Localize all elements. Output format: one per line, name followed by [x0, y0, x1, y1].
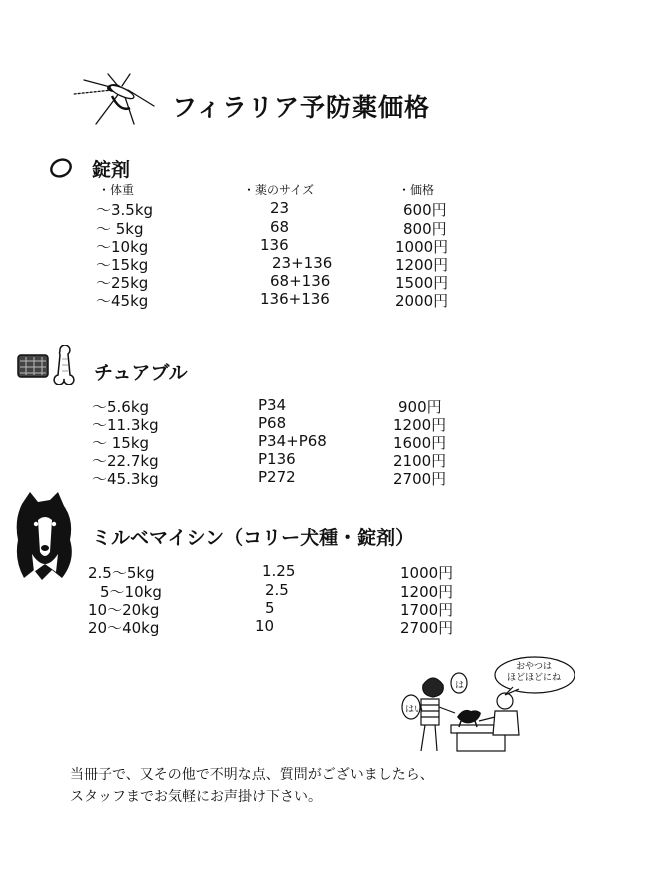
footer-note: [70, 764, 434, 808]
chewable-treat-icon: [16, 345, 88, 385]
tablet-section-title: 錠剤: [92, 159, 131, 181]
table-row: [0, 290, 650, 308]
weight-cell: 〜 15kg: [92, 434, 150, 452]
tablet-pill-icon: [48, 157, 74, 179]
weight-cell: 〜10kg: [96, 238, 149, 256]
table-row: [0, 218, 650, 236]
page-title: [172, 88, 430, 124]
size-cell: 68+136: [270, 272, 331, 290]
table-row: [0, 468, 650, 486]
price-cell: 1600円: [393, 434, 447, 452]
weight-cell: 20〜40kg: [88, 619, 160, 637]
price-cell: 2700円: [393, 470, 447, 488]
weight-cell: 5〜10kg: [100, 583, 162, 601]
price-cell: 800円: [403, 220, 447, 238]
price-cell: 1500円: [395, 274, 449, 292]
tablet-header-weight: ・体重: [98, 183, 135, 197]
size-cell: 136+136: [260, 290, 330, 308]
size-cell: 1.25: [262, 562, 296, 580]
weight-cell: 〜 5kg: [96, 220, 144, 238]
price-cell: 1000円: [400, 564, 454, 582]
price-cell: 1200円: [400, 583, 454, 601]
owner-speech-bubble-1: は: [455, 681, 465, 691]
size-cell: 5: [265, 599, 275, 617]
price-cell: 1200円: [393, 416, 447, 434]
table-row: [0, 254, 650, 272]
title-katakana: フィラリア: [172, 93, 301, 122]
weight-cell: 〜25kg: [96, 274, 149, 292]
size-cell: P272: [258, 468, 296, 486]
mosquito-icon: [68, 72, 158, 126]
weight-cell: 10〜20kg: [88, 601, 160, 619]
price-cell: 2100円: [393, 452, 447, 470]
tablet-header-price: ・価格: [398, 183, 435, 197]
weight-cell: 〜11.3kg: [92, 416, 159, 434]
size-cell: 23+136: [272, 254, 333, 272]
size-cell: P34+P68: [258, 432, 327, 450]
footer-note-line-1: 当冊子で、又その他で不明な点、質問がございましたら、: [70, 767, 434, 783]
price-cell: 1700円: [400, 601, 454, 619]
weight-cell: 2.5〜5kg: [88, 564, 155, 582]
size-cell: P68: [258, 414, 287, 432]
tablet-header-size: ・薬のサイズ: [243, 183, 315, 197]
table-row: [0, 199, 650, 217]
table-row: [0, 396, 650, 414]
table-row: [0, 450, 650, 468]
price-cell: 900円: [398, 398, 442, 416]
weight-cell: 〜3.5kg: [96, 201, 154, 219]
price-cell: 1200円: [395, 256, 449, 274]
price-cell: 2700円: [400, 619, 454, 637]
price-cell: 2000円: [395, 292, 449, 310]
chewable-section-title: チュアブル: [94, 362, 188, 384]
table-row: [0, 581, 650, 599]
weight-cell: 〜45kg: [96, 292, 149, 310]
table-row: [0, 599, 650, 617]
staff-speech-bubble: おやつは ほどほどにね: [507, 662, 562, 683]
owner-speech-bubble-2: はい: [405, 705, 424, 715]
table-row: [0, 272, 650, 290]
size-cell: 136: [260, 236, 289, 254]
size-cell: 23: [270, 199, 290, 217]
price-cell: 1000円: [395, 238, 449, 256]
milbemycin-section-title: ミルベマイシン（コリー犬種・錠剤）: [92, 527, 415, 549]
table-row: [0, 562, 650, 580]
price-cell: 600円: [403, 201, 447, 219]
size-cell: P34: [258, 396, 287, 414]
weight-cell: 〜45.3kg: [92, 470, 159, 488]
title-rest: 予防薬価格: [300, 93, 431, 122]
footer-note-line-2: スタッフまでお気軽にお声掛け下さい。: [70, 789, 322, 805]
size-cell: 10: [255, 617, 275, 635]
size-cell: 68: [270, 218, 290, 236]
size-cell: P136: [258, 450, 296, 468]
weight-cell: 〜5.6kg: [92, 398, 150, 416]
weight-cell: 〜22.7kg: [92, 452, 159, 470]
table-row: [0, 432, 650, 450]
table-row: [0, 414, 650, 432]
weight-cell: 〜15kg: [96, 256, 149, 274]
table-row: [0, 617, 650, 635]
table-row: [0, 236, 650, 254]
size-cell: 2.5: [265, 581, 289, 599]
